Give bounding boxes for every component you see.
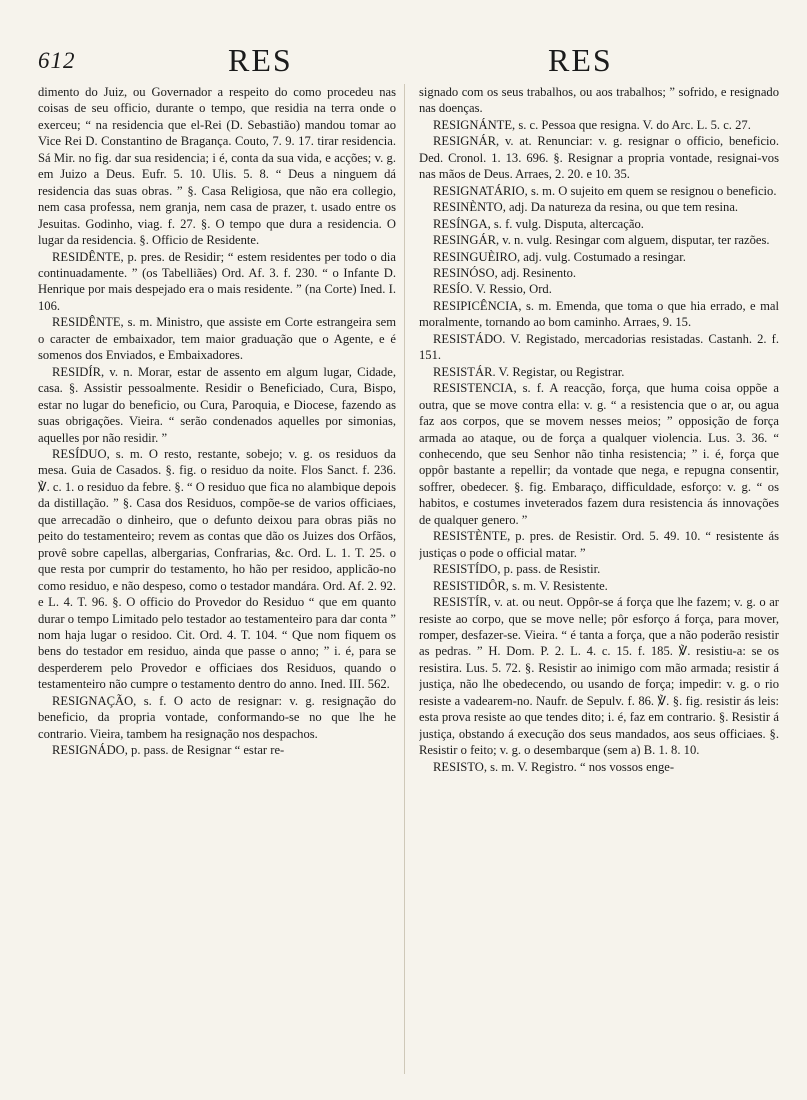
dictionary-entry: RESÍDUO, s. m. O resto, restante, sobejo; v. g. os residuos da mesa. Guia de Casados. §. fig. o residuo da noite. Flos Sanct. f. 236. ℣. c. 1. o residuo da febre. §. “ O residuo que fica no alambique depois da distillação. ” §. Casa dos Residuos, compõe-se de varios officiaes, que arrecadão o dinheiro, que o defunto deixou para obras piãs no peito do testamenteiro; revem as contas que dão os Juizes dos Orfãos, provê sobre capellas, albergarias, Confrarias, &c. Ord. L. 1. T. 25. o que resta por cumprir do testamento, ho hão per residoo, applicão-no como residuo, e não despeso, como o testador mandára. Ord. Af. 2. 92. e L. 4. T. 96. §. O officio do Provedor do Residuo “ que em quanto durar o tempo Limitado pelo testador ao testamenteiro para dar conta ” nom haja lugar o residoo. Cit. Ord. 4. T. 104. “ Que nom fiquem os bens do testador em residuo, ainda que passe o anno; ” i. é, para se desperderem pelo Provedor e officiaes dos Residuos, quando o testamenteiro não cumpre o testamento dentro do anno. Ined. III. 562. <box>38 446 396 692</box>
dictionary-entry: RESINÈNTO, adj. Da natureza da resina, ou que tem resina. <box>433 200 739 215</box>
page-header <box>38 42 774 84</box>
dictionary-entry: RESIGNAÇÃO, s. f. O acto de resignar: v. g. resignação do beneficio, da propria vontade, conformando-se no que lhe he contrario. Vieira, tambem ha resignação nos despachos. <box>38 693 396 741</box>
dictionary-entry: RESÍNGA, s. f. vulg. Disputa, altercação. <box>433 216 644 231</box>
dictionary-entry: RESIGNATÁRIO, s. m. O sujeito em quem se resignou o beneficio. <box>433 183 777 198</box>
page-number: 612 <box>38 48 76 73</box>
dictionary-entry: RESISTÍDO, p. pass. de Resistir. <box>433 562 601 577</box>
dictionary-entry: RESISTIDÔR, s. m. V. Resistente. <box>433 578 608 593</box>
column-divider <box>404 84 405 1074</box>
left-column <box>38 84 396 1084</box>
dictionary-entry: RESISTÁR. V. Registar, ou Registrar. <box>433 364 625 379</box>
running-head-right: RES <box>548 42 613 78</box>
dictionary-entry: RESIGNÁR, v. at. Renunciar: v. g. resignar o officio, beneficio. Ded. Cronol. 1. 13. 696. §. Resignar a propria vontade, resignai-vos nas mãos de Deus. Arraes, 2. 20. e 10. 35. <box>419 134 779 182</box>
dictionary-entry: RESIPICÊNCIA, s. m. Emenda, que toma o que hia errado, e mal moralmente, tornando ao bom caminho. Arraes, 9. 15. <box>419 298 779 330</box>
dictionary-entry: RESIGNÁDO, p. pass. de Resignar “ estar re- <box>52 743 285 758</box>
right-column <box>419 84 779 1084</box>
dictionary-entry: RESIGNÁNTE, s. c. Pessoa que resigna. V. do Arc. L. 5. c. 27. <box>433 117 751 132</box>
dictionary-entry: RESINGUÈIRO, adj. vulg. Costumado a resingar. <box>433 249 686 264</box>
running-head-left: RES <box>228 42 293 78</box>
dictionary-entry: RESISTÈNTE, p. pres. de Resistir. Ord. 5. 49. 10. “ resistente ás justiças o pode o official matar. ” <box>419 529 779 560</box>
dictionary-entry: RESÍO. V. Ressio, Ord. <box>433 282 552 297</box>
dictionary-entry: RESINGÁR, v. n. vulg. Resingar com alguem, disputar, ter razões. <box>433 233 770 248</box>
dictionary-entry: RESIDÊNTE, s. m. Ministro, que assiste em Corte estrangeira sem o caracter de embaixador, tem maior graduação que o Agente, e é somenos dos Enviados, e Embaixadores. <box>38 315 396 363</box>
dictionary-entry: RESIDÍR, v. n. Morar, estar de assento em algum lugar, Cidade, casa. §. Assistir pessoalmente. Residir o Beneficiado, Cura, Bispo, estar no lugar do beneficio, ou Cura, Paroquia, e Diocese, fazendo as suas obrigações. Vieira. “ serão condenados aquelles por simonias, aquelles por não residir. ” <box>38 364 396 445</box>
dictionary-entry: RESISTO, s. m. V. Registro. “ nos vossos enge- <box>433 759 675 774</box>
dictionary-entry: RESISTENCIA, s. f. A reacção, força, que huma coisa oppõe a outra, que se move contra ella: v. g. “ a resistencia que o ar, ou agua faz aos corpos, que se movem nesses meios; ” opposição de força armada ao ataque, ou de força a qualquer violencia. Lus. 3. 36. “ conhecendo, que seu Senhor não tinha resistencia; ” i. é, força que oppôr bastante a repellir; da vontade que nega, e repugna consentir, soffrer, obedecer. §. fig. Embaraço, difficuldade, esforço: v. g. “ os habitos, e costumes inveterados fazem dura resistencia ás innovações de qualquer genero. ” <box>419 381 779 527</box>
dictionary-entry: RESISTÍR, v. at. ou neut. Oppôr-se á força que lhe fazem; v. g. o ar resiste ao corpo, que se move nelle; pôr esforço á força, para mover, romper, desfazer-se. Vieira. “ é tanta a força, que a não poderão resistir as pedras. ” H. Dom. P. 2. L. 4. c. 15. f. 185. ℣. resistiu-a: se os resistira. Lus. 5. 72. §. Resistir ao inimigo com mão armada; resistir á justiça, não lhe obedecendo, ou usando de força; impedir: v. g. o rio resiste a vadearem-no. Naufr. de Sepulv. f. 86. ℣. §. fig. resistir ás leis: esta prova resiste ao que tendes dito; i. é, faz em contrario. §. Resistir á justiça, obstando á execução dos seus mandados, aos seus officiaes. §. Resistir o feito; v. g. o desembarque (sem a) B. 1. 8. 10. <box>419 595 779 758</box>
dictionary-entry: RESINÓSO, adj. Resinento. <box>433 265 577 280</box>
dictionary-entry: RESIDÊNTE, p. pres. de Residir; “ estem residentes per todo o dia continuadamente. ” (os Tabelliães) Ord. Af. 3. f. 230. “ o Infante D. Henrique por mais despejado era o mais residente. ” (na Corte) Ined. I. 106. <box>38 249 396 313</box>
continued-text: signado com os seus trabalhos, ou aos trabalhos; ” sofrido, e resignado nas doenças. <box>419 85 779 116</box>
continued-text: dimento do Juiz, ou Governador a respeito do como procedeu nas coisas de seu officio, durante o tempo, que residia na terra onde o exerceu; “ na residencia que el-Rei (D. Sebastião) mandou tomar ao Vice Rei D. Constantino de Bragança. Couto, 7. 9. 17. tirar residencia. Sá Mir. no fig. dar sua residencia; i é, conta da sua vida, e acções; v. g. em Juizo a Deus. Eufr. 5. 10. Ulis. 5. 8. “ Deus a ninguem dá residencia das suas obras. ” §. Casa Religiosa, que não era collegio, nem casa professa, nem granja, nem casa de prazer, t. usado entre os Jesuitas. Godinho, viag. f. 27. §. O tempo que dura a residencia. O lugar da residencia. §. Officio de Residente. <box>38 85 396 248</box>
dictionary-entry: RESISTÁDO. V. Registado, mercadorias resistadas. Castanh. 2. f. 151. <box>419 331 779 363</box>
